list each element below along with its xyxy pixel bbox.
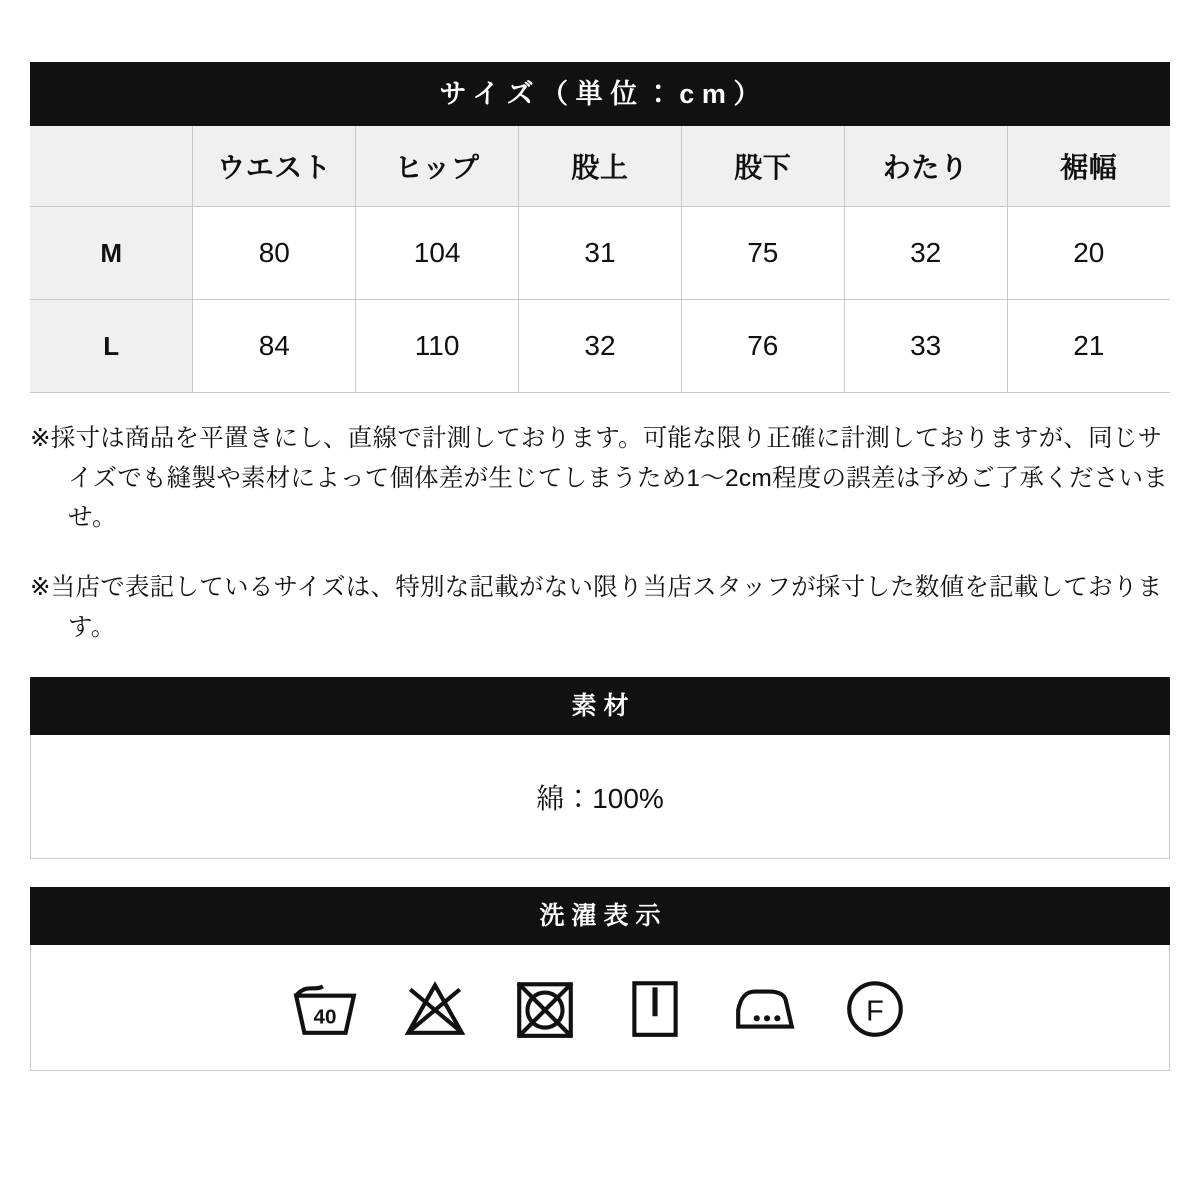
size-table-body (30, 207, 1170, 393)
cell-l-thigh: 33 (844, 300, 1007, 393)
column-header-thigh: わたり (844, 126, 1007, 207)
row-header-size-m: M (30, 207, 193, 300)
iron-high-icon (732, 975, 798, 1041)
spec-sheet (30, 0, 1170, 1200)
material-value: 綿：100% (30, 735, 1170, 859)
row-header-size-l: L (30, 300, 193, 393)
column-header-inseam: 股下 (681, 126, 844, 207)
column-header-waist: ウエスト (193, 126, 356, 207)
table-row (30, 207, 1170, 300)
cell-l-rise: 32 (519, 300, 682, 393)
cell-m-waist: 80 (193, 207, 356, 300)
size-table-corner (30, 126, 193, 207)
cell-m-hem: 20 (1007, 207, 1170, 300)
cell-m-rise: 31 (519, 207, 682, 300)
wash-section-title: 洗濯表示 (30, 887, 1170, 945)
size-table-head (30, 126, 1170, 207)
table-row (30, 300, 1170, 393)
column-header-hip: ヒップ (356, 126, 519, 207)
size-table-header-row (30, 126, 1170, 207)
size-table (30, 126, 1170, 393)
dry-clean-f-icon (842, 975, 908, 1041)
column-header-hem: 裾幅 (1007, 126, 1170, 207)
cell-m-inseam: 75 (681, 207, 844, 300)
cell-l-hip: 110 (356, 300, 519, 393)
size-section-title: サイズ（単位：cm） (30, 62, 1170, 126)
note-staff-measured: ※当店で表記しているサイズは、特別な記載がない限り当店スタッフが採寸した数値を記載しております。 (30, 574, 1163, 641)
notes-section (30, 419, 1170, 647)
cell-l-hem: 21 (1007, 300, 1170, 393)
material-section (30, 677, 1170, 859)
wash-section (30, 887, 1170, 1071)
no-tumble-dry-icon (512, 975, 578, 1041)
size-section (30, 62, 1170, 393)
material-section-title: 素材 (30, 677, 1170, 735)
wash-icon-row (30, 945, 1170, 1071)
drip-dry-hang-icon (622, 975, 688, 1041)
svg-text:40: 40 (313, 1005, 337, 1029)
no-bleach-icon (402, 975, 468, 1041)
cell-m-hip: 104 (356, 207, 519, 300)
cell-m-thigh: 32 (844, 207, 1007, 300)
cell-l-inseam: 76 (681, 300, 844, 393)
wash-40-icon (292, 975, 358, 1041)
column-header-rise: 股上 (519, 126, 682, 207)
note-measurement: ※採寸は商品を平置きにし、直線で計測しております。可能な限り正確に計測しておりますが、同じサイズでも縫製や素材によって個体差が生じてしまうため1〜2cm程度の誤差は予めご了承くださいませ。 (30, 425, 1168, 532)
svg-text:F: F (866, 995, 884, 1028)
cell-l-waist: 84 (193, 300, 356, 393)
